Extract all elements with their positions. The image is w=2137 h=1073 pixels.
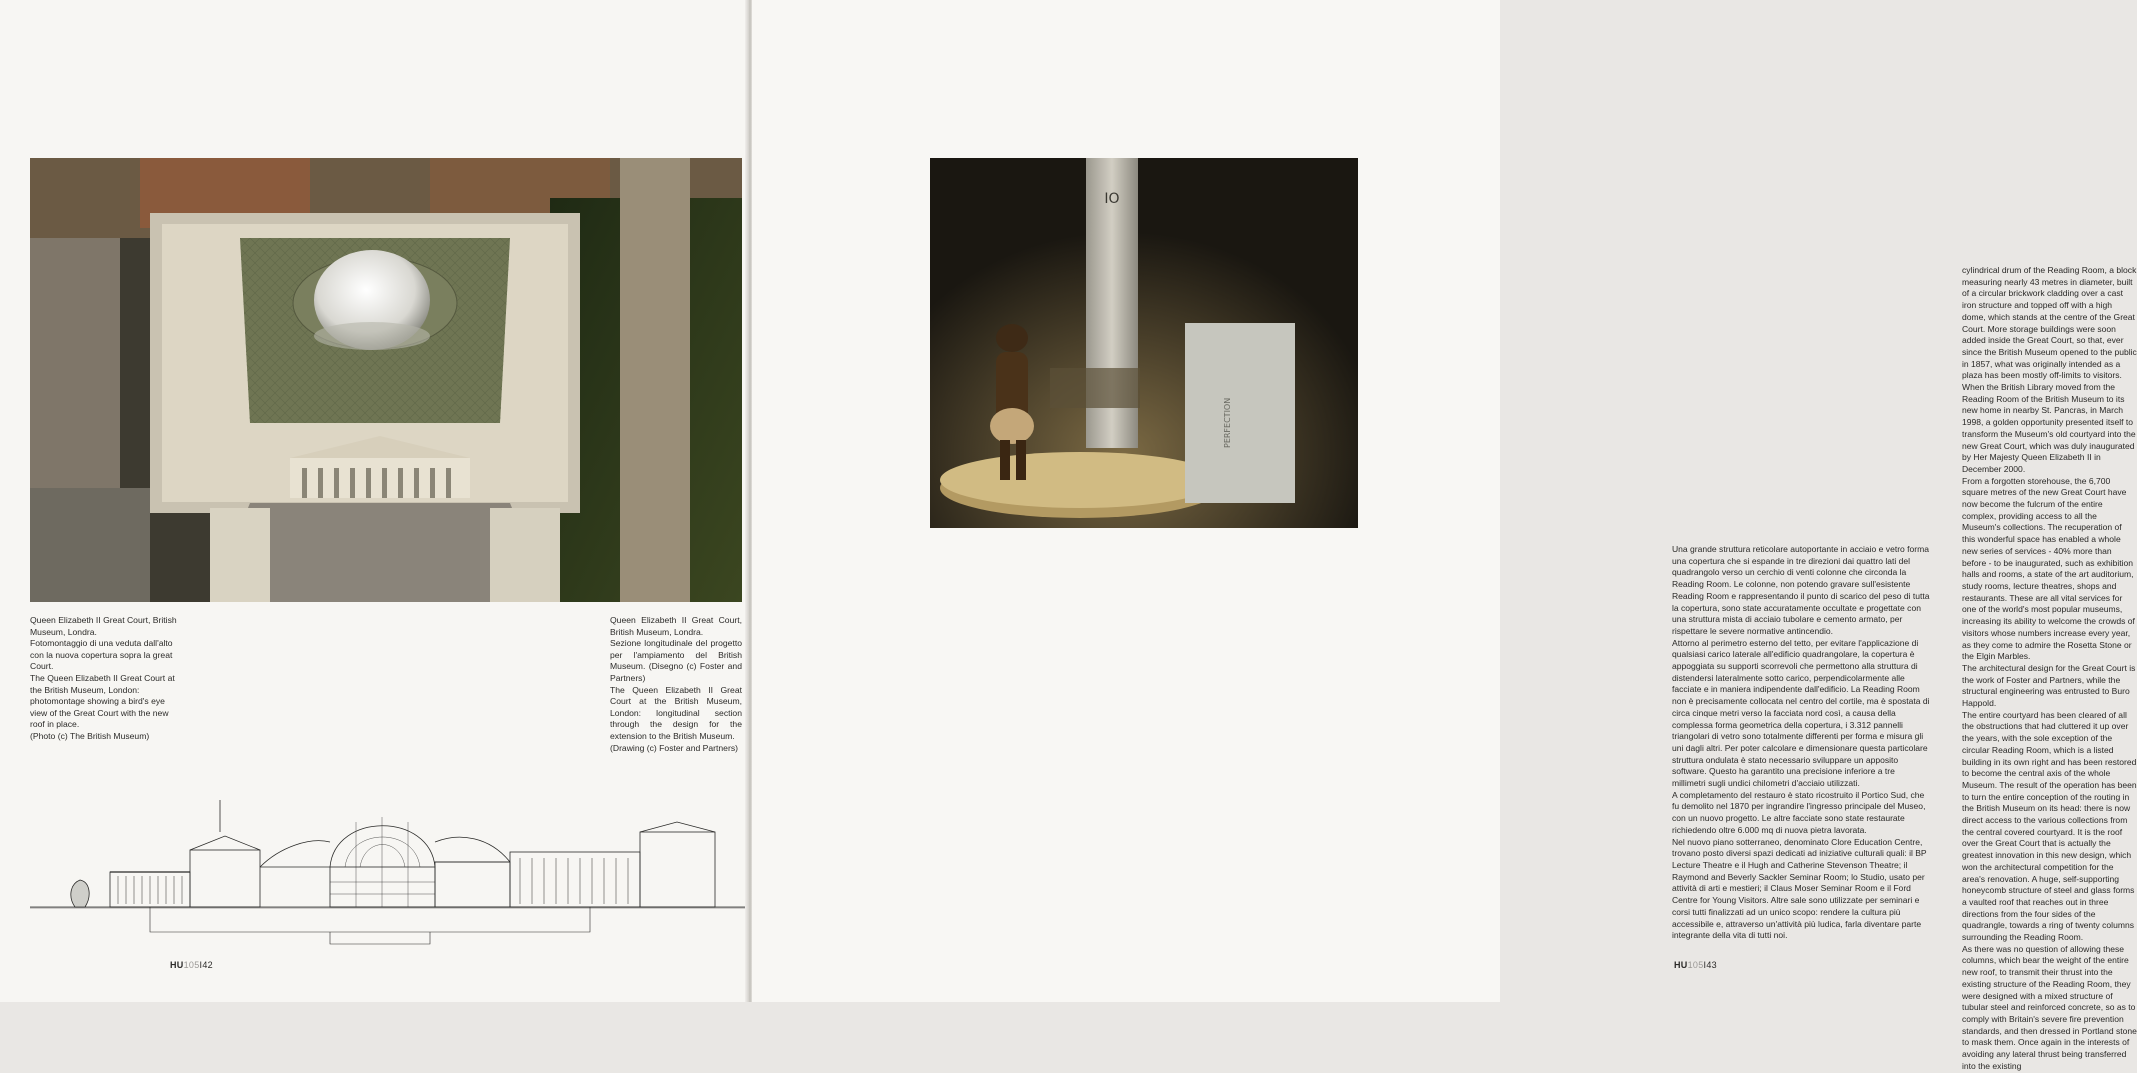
paragraph: Una grande struttura reticolare autoportante in acciaio e vetro forma una copertura che si espande in tre direzioni dai quattro lati del quadrangolo verso un cerchio di venti colonne che circonda la Reading Room. Le colonne, non potendo gravare sull'esistente Reading Room e rappresentando il punto di scarico del peso di tutta la copertura, sono state accuratamente occultate e progettate con una struttura mista di acciaio tubolare e cemento armato, per rispettare le severe normative antincendio. bbox=[1672, 544, 1930, 636]
aerial-photo-graphic bbox=[30, 158, 742, 602]
caption-line: Queen Elizabeth II Great Court, British Museum, Londra. bbox=[610, 615, 742, 637]
page-number-value: 42 bbox=[202, 960, 213, 970]
paragraph: As there was no question of allowing these columns, which bear the weight of the entire new roof, to transmit their thrust into the existing structure of the Reading Room, they were designed with a mixed structure of tubular steel and reinforced concrete, so as to comply with Britain's severe fire prevention standards, and then dressed in Portland stone to mask them. Once again in the interests of avoiding any lateral thrust being transferred into the existing bbox=[1962, 943, 2137, 1071]
magazine-code: HU bbox=[1674, 960, 1688, 970]
aerial-photo-british-museum bbox=[30, 158, 742, 602]
longitudinal-section-drawing bbox=[30, 792, 745, 950]
caption-line: Sezione longitudinale del progetto per l'ampiamento del British Museum. (Disegno (c) Foster and Partners) bbox=[610, 638, 742, 683]
magazine-code: HU bbox=[170, 960, 184, 970]
left-page bbox=[0, 0, 748, 1002]
folio-separator: I bbox=[199, 960, 203, 970]
caption-line: (Photo (c) The British Museum) bbox=[30, 730, 150, 741]
caption-line: Queen Elizabeth II Great Court, British Museum, Londra. bbox=[30, 615, 177, 637]
english-text-column bbox=[1962, 265, 2137, 1073]
paragraph: cylindrical drum of the Reading Room, a block measuring nearly 43 metres in diameter, built of a circular brickwork cladding over a cast iron structure and topped off with a high dome, which stands at the centre of the Great Court. More storage buildings were soon added inside the Great Court, so that, ever since the British Museum opened to the public in 1857, what was originally intended as a plaza has been mostly off-limits to visitors. When the British Library moved from the Reading Room of the British Museum to its new home in nearby St. Pancras, in March 1998, a golden opportunity presented itself to transform the Museum's old courtyard into the new Great Court, which was duly inaugurated by Her Majesty Queen Elizabeth II in December 2000. bbox=[1962, 265, 2137, 474]
right-page bbox=[752, 0, 2137, 1071]
issue-number: 105 bbox=[183, 960, 200, 970]
aerial-photo-caption bbox=[30, 615, 180, 743]
issue-number: 105 bbox=[1687, 960, 1704, 970]
section-drawing-caption bbox=[610, 615, 742, 754]
page-number bbox=[1674, 960, 1717, 970]
italian-text-column bbox=[1672, 544, 1930, 942]
caption-line: The Queen Elizabeth II Great Court at the British Museum, London: photomontage showing a bird's eye view of the Great Court with the new roof in place. bbox=[30, 672, 175, 730]
caption-line: (Drawing (c) Foster and Partners) bbox=[610, 742, 738, 753]
paragraph: The entire courtyard has been cleared of all the obstructions that had cluttered it up over the years, with the sole exception of the circular Reading Room, which is a listed building in its own right and has been restored to become the central axis of the whole Museum. The result of the operation has been to turn the entire conception of the routing in the British Museum on its head: there is now direct access to the various collections from the central covered courtyard. It is the roof over the Great Court that is actually the greatest innovation in this new design, which won the architectural competition for the area's renovation. A huge, self-supporting honeycomb structure of steel and glass forms a vaulted roof that reaches out in three directions from the four sides of the quadrangle, towards a ring of twenty columns surrounding the Reading Room. bbox=[1962, 709, 2137, 943]
page-number bbox=[170, 960, 213, 970]
svg-text:IO: IO bbox=[1104, 191, 1120, 207]
exhibition-photo bbox=[930, 158, 1358, 528]
caption-line: The Queen Elizabeth II Great Court at the British Museum, London: longitudinal section through the design for the extension to the British Museum. bbox=[610, 684, 742, 741]
exhibit-sign-text: PERFECTION bbox=[1223, 397, 1232, 448]
folio-separator: I bbox=[1703, 960, 1707, 970]
exhibition-photo-graphic bbox=[930, 158, 1358, 528]
caption-line: Fotomontaggio di una veduta dall'alto con la nuova copertura sopra la great Court. bbox=[30, 638, 173, 672]
paragraph: A completamento del restauro è stato ricostruito il Portico Sud, che fu demolito nel 1870 per ingrandire l'ingresso principale del Museo, con un nuovo progetto. Le altre facciate sono state restaurate richiedendo oltre 6.000 mq di nuova pietra lavorata. bbox=[1672, 789, 1926, 835]
paragraph: The architectural design for the Great Court is the work of Foster and Partners, while the structural engineering was entrusted to Buro Happold. bbox=[1962, 662, 2136, 709]
page-number-value: 43 bbox=[1706, 960, 1717, 970]
paragraph: From a forgotten storehouse, the 6,700 square metres of the new Great Court have now become the fulcrum of the entire complex, providing access to all the Museum's collections. The recuperation of this wonderful space has enabled a whole new series of services - 40% more than before - to be inaugurated, such as exhibition halls and rooms, a state of the art auditorium, study rooms, lecture theatres, shops and restaurants. These are all vital services for one of the world's most popular museums, increasing its ability to welcome the crowds of visitors whose numbers increase every year, as they come to admire the Rosetta Stone or the Elgin Marbles. bbox=[1962, 475, 2135, 662]
paragraph: Attorno al perimetro esterno del tetto, per evitare l'applicazione di qualsiasi carico laterale all'edificio quadrangolare, la copertura è appoggiata su supporti scorrevoli che permettono alla struttura di distendersi lateralmente sotto carico, perpendicolarmente alle facciate e in maniera indipendente dall'edificio. La Reading Room non è precisamente collocata nel centro del cortile, ma è spostata di circa cinque metri verso la facciata nord così, a causa della complessa forma geometrica della copertura, i 3.312 pannelli triangolari di vetro sono totalmente differenti per forma e misura gli uni dagli altri. Per poter calcolare e dimensionare questa particolare struttura ondulata è stato necessario sviluppare un apposito software. Questo ha garantito una precisione inferiore a tre millimetri sugli undici chilometri d'acciaio utilizzati. bbox=[1672, 637, 1930, 789]
paragraph: Nel nuovo piano sotterraneo, denominato Clore Education Centre, trovano posto diversi spazi dedicati ad iniziative culturali quali: il BP Lecture Theatre e il Hugh and Catherine Stevenson Theatre; il Raymond and Beverly Sackler Seminar Room; lo Studio, usato per attività di arti e mestieri; il Claus Moser Seminar Room e il Ford Centre for Young Visitors. Altre sale sono utilizzate per seminari e corsi tutti finalizzati ad un unico scopo: rendere la cultura più accessibile e, attraverso un'attività più ludica, farla diventare parte integrante della vita di tutti noi. bbox=[1672, 836, 1927, 941]
section-drawing-graphic bbox=[30, 792, 745, 950]
